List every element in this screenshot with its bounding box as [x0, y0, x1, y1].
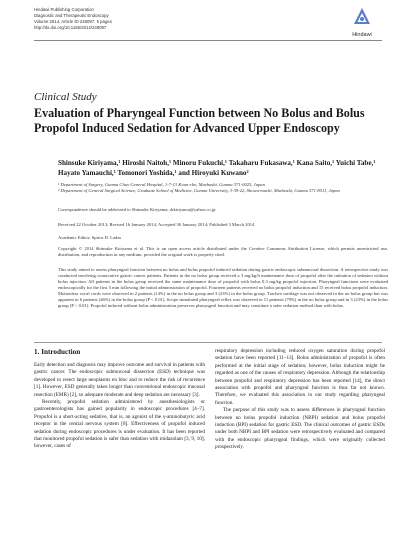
- journal-volume: Volume 2014, Article ID 248097, 5 pages: [34, 19, 112, 24]
- hindawi-logo: [342, 6, 382, 38]
- intro-paragraph-3: respiratory depression including reduced oxygen saturation during propofol sedation have been reported [11–13]. Bolus administration of propofol is often performed at the initial stage of sedation; however, bolus induction might be regarded as one of the causes of respiratory depression. Although the relationship between propofol and respiratory depression has been reported [14], the direct association with propofol and pharyngeal function is thus far not known. Therefore, we evaluated this association in our study regarding pharyngeal function.: [215, 348, 385, 406]
- intro-paragraph-2: Recently, propofol sedation administered by anesthesiologists or gastroenterologists has gained popularity in endoscopic procedures [4–7]. Propofol is a short-acting sedative, that is, an agonist of the γ-aminobutyric acid receptor in the central nervous system [8]. Effectiveness of propofol induced sedation during endoscopic procedures is under evaluation. It has been reported that monitored propofol sedation is safer than sedation with midazolam [3, 9, 10]; however, cases of: [34, 399, 205, 450]
- abstract-text: This study aimed to assess pharyngeal function between no bolus and bolus propofol induced sedation during gastric endoscopic submucosal dissection. A retrospective study was conducted involving consecutive gastric cancer patients. Patients in the no bolus group received a 3 mg/kg/h maintenance dose of propofol after the initiation of sedation without bolus injection. All patients in the bolus group received the same maintenance dose of propofol with bolus 0.3 mg/kg propofol injection. Pharyngeal functions were evaluated endoscopically for the first 5 min following the initial administration of propofol. Fourteen patients received no bolus propofol induction and 15 received bolus propofol induction. Motionless vocal cords were observed in 2 patients (14%) in the no bolus group and 3 (23%) in the bolus group. Trachea cartilage was not observed in the no bolus group but was apparent in 6 patients (46%) in the bolus group (P < 0.01). Scope stimulated pharyngeal reflex was observed in 11 patients (79%) in the no bolus group and in 3 (23%) in the bolus group (P < 0.01). Propofol induced without bolus administration preserves pharyngeal function and may constitute a safer sedation method than with bolus.: [58, 267, 388, 308]
- article-dates: Received 22 October 2013; Revised 16 January 2014; Accepted 30 January 2014; Published 3 March 2014: [58, 222, 255, 227]
- abstract-divider: [34, 342, 382, 343]
- affiliation-1: ¹ Department of Surgery, Gunma Chuo General Hospital, 1-7-13 Koun-cho, Maebashi, Gunma 371-0025, Japan: [58, 182, 265, 187]
- journal-name: Diagnostic and Therapeutic Endoscopy: [34, 13, 109, 18]
- hindawi-logo-icon: [350, 6, 374, 26]
- copyright-notice: Copyright © 2014 Shinsuke Kiriyama et al. This is an open access article distributed under the Creative Commons Attribution License, which permits unrestricted use, distribution, and reproduction in any medium, provided the original work is properly cited.: [58, 246, 388, 257]
- correspondence-line: Correspondence should be addressed to Shinsuke Kiriyama; drkiriyama@yahoo.co.jp: [58, 207, 216, 212]
- journal-doi: http://dx.doi.org/10.1155/2014/248097: [34, 25, 107, 30]
- academic-editor: Academic Editor: Spiros D. Ladas: [58, 235, 122, 240]
- study-type-label: Clinical Study: [34, 91, 97, 103]
- right-column: [215, 348, 385, 452]
- journal-publisher: Hindawi Publishing Corporation: [34, 7, 94, 12]
- author-list: Shinsuke Kiriyama,¹ Hiroshi Naitoh,¹ Minoru Fukuchi,¹ Takaharu Fukasawa,¹ Kana Saito,¹ Yuichi Tabe,¹ Hayato Yamauchi,¹ Tomonori Yoshida,¹ and Hiroyuki Kuwano²: [58, 159, 376, 178]
- intro-paragraph-1: Early detection and diagnosis may improve outcome and survival in patients with gastric cancer. The endoscopic submucosal dissection (ESD) technique was developed to resect large neoplasms en bloc and to reduce the risk of recurrence [1]. However, ESD generally takes longer than conventional endoscopic mucosal resection (EMR) [2], so adequate moderate and deep sedation are necessary [3].: [34, 362, 205, 398]
- affiliation-2: ² Department of General Surgical Science, Graduate School of Medicine, Gunma University, 3-39-22, Showa-machi, Maebashi, Gunma 371-8511, Japan: [58, 188, 340, 194]
- affiliations: [58, 182, 388, 194]
- intro-paragraph-4: The purpose of this study was to assess differences in pharyngeal function between no bolus propofol induction (NBPI) sedation and bolus propofol induction (BPI) sedation for gastric ESD. The clinical outcomes of gastric ESDs under both NBPI and BPI sedation were retrospectively evaluated and compared with the endoscopic pharyngeal findings, which were originally collected prospectively.: [215, 407, 385, 451]
- hindawi-logo-text: Hindawi: [352, 32, 372, 38]
- journal-header: [34, 7, 112, 31]
- left-column: [34, 348, 205, 451]
- article-title: Evaluation of Pharyngeal Function between No Bolus and Bolus Propofol Induced Sedation for Advanced Upper Endoscopy: [34, 106, 365, 135]
- section-heading-introduction: 1. Introduction: [34, 348, 81, 356]
- header-divider: [34, 40, 382, 41]
